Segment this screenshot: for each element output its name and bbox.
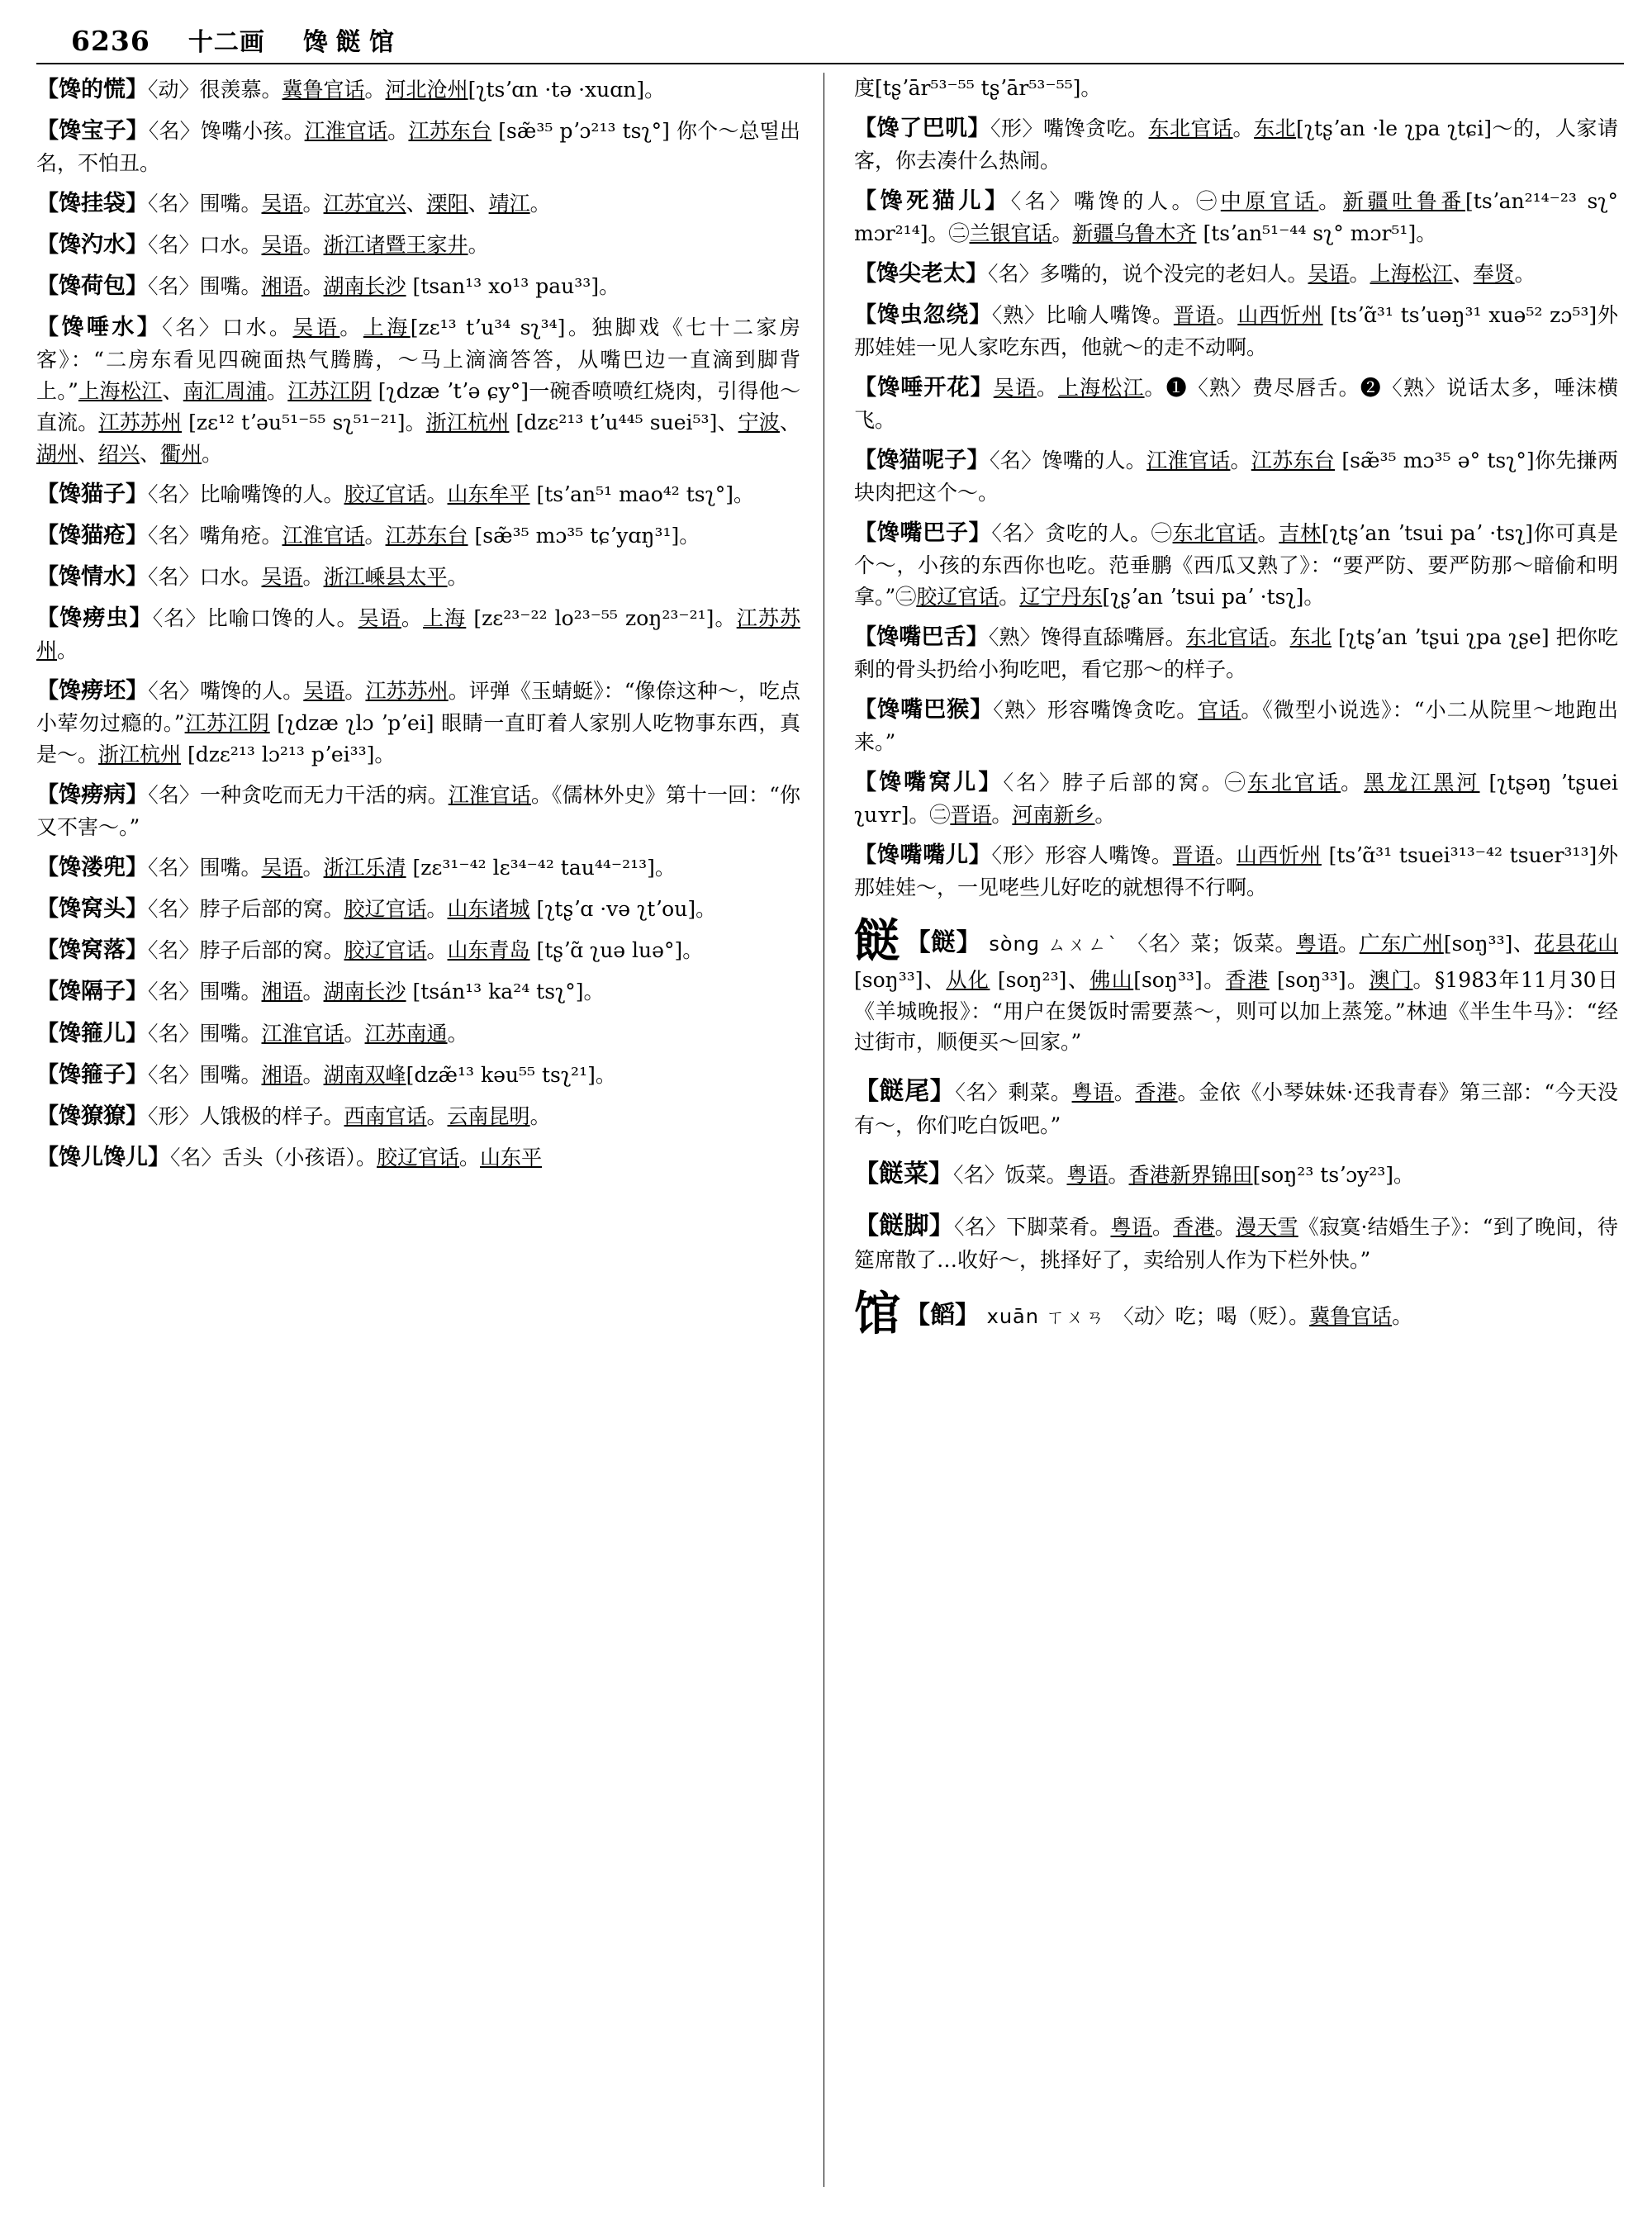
dictionary-entry: [854, 444, 1618, 509]
entry-definition: 〈熟〉形容嘴馋贪吃。官话。《微型小说选》：“小二从院里～地跑出来。”: [854, 698, 1618, 755]
head-character: 馆: [854, 1286, 900, 1341]
zhuyin-reading: ㄒㄨㄢ: [1046, 1307, 1113, 1328]
entry-definition: 吴语。上海松江。❶〈熟〉费尽唇舌。❷〈熟〉说话太多，唾沫横飞。: [854, 376, 1618, 433]
entry-headword: 【馋猫疮】: [36, 523, 148, 549]
entry-definition: 〈名〉口水。吴语。上海[zɛ¹³ tʼu³⁴ sʅ³⁴]。独脚戏《七十二家房客》：“二房东看见四碗面热气腾腾，～马上滴滴答答，从嘴巴边一直滴到脚背上。”上海松江、南汇周浦。江苏江阴 [ʅdzæ ʼtʼə ɕy°]一碗香喷喷红烧肉，引得他～直流。江苏苏州 [zɛ¹² tʼəu⁵¹⁻⁵⁵ sʅ⁵¹⁻²¹]。浙江杭州 [dzɛ²¹³ tʼu⁴⁴⁵ suei⁵³]、宁波、湖州、绍兴、衢州。: [36, 316, 800, 467]
dictionary-entry: [854, 838, 1618, 904]
stroke-count-label: 十二画: [188, 28, 265, 57]
entry-headword: 【馋嘴巴子】: [854, 520, 992, 547]
entry-definition: 〈名〉嘴角疮。江淮官话。江苏东台 [sæ̃³⁵ mɔ³⁵ tɕʼyɑŋ³¹]。: [148, 524, 700, 548]
entry-definition: 〈名〉嘴馋的人。㊀中原官话。新疆吐鲁番[tsʼan²¹⁴⁻²³ sʅ° mɔr²¹⁴]。㊁兰银官话。新疆乌鲁木齐 [tsʼan⁵¹⁻⁴⁴ sʅ° mɔr⁵¹]。: [854, 189, 1618, 246]
entry-headword: 【餸尾】: [854, 1076, 956, 1106]
dictionary-entry: [36, 892, 800, 926]
entry-headword: 【馋窝落】: [36, 937, 148, 964]
entry-headword: 【馋箍儿】: [36, 1020, 148, 1046]
entry-definition: 度[tʂʼār⁵³⁻⁵⁵ tʂʼār⁵³⁻⁵⁵]。: [854, 76, 1102, 100]
character-entry: [854, 1208, 1618, 1276]
dictionary-entry: [854, 112, 1618, 177]
entry-headword: 【馋嘴窝儿】: [854, 770, 1004, 796]
dictionary-entry: [854, 73, 1618, 104]
entry-definition: 〈名〉口水。吴语。浙江嵊县太平。: [148, 565, 468, 590]
entry-definition: 〈动〉吃；喝（贬）。冀鲁官话。: [1113, 1303, 1413, 1328]
entry-definition: 〈名〉饭菜。粤语。香港新界锦田[soŋ²³ tsʼɔy²³]。: [953, 1163, 1415, 1188]
entry-definition: 〈名〉剩菜。粤语。香港。金依《小琴妹妹·还我青春》第三部：“今天没有～，你们吃白饭吧。”: [854, 1079, 1618, 1137]
dictionary-entry: [854, 516, 1618, 613]
character-entry: [854, 1155, 1618, 1193]
dictionary-entry: [36, 674, 800, 771]
dictionary-entry: [854, 620, 1618, 686]
entry-definition: 〈名〉馋嘴小孩。江淮官话。江苏东台 [sæ̃³⁵ pʼɔ²¹³ tsʅ°] 你个～总떨出名，不怕丑。: [36, 119, 800, 176]
entry-definition: 〈熟〉馋得直舔嘴唇。东北官话。东北 [ʅtʂʼan ʼtʂui ʅpa ʅʂe] 把你吃剩的骨头扔给小狗吃吧，看它那～的样子。: [854, 625, 1618, 682]
dictionary-entry: [854, 693, 1618, 758]
entry-definition: 〈名〉下脚菜肴。粤语。香港。漫天雪《寂寞·结婚生子》：“到了晚间，待筵席散了…收好～，挑择好了，卖给别人作为下栏外快。”: [854, 1215, 1618, 1273]
entry-definition: 〈名〉一种贪吃而无力干活的病。江淮官话。《儒林外史》第十一回：“你又不害～。”: [36, 783, 800, 840]
entry-headword: 【馋隔子】: [36, 979, 148, 1005]
entry-headword: 【馋唾水】: [36, 315, 163, 341]
entry-headword: 【馋箍子】: [36, 1061, 148, 1088]
dictionary-entry: [36, 187, 800, 221]
dictionary-entry: [36, 269, 800, 303]
dictionary-entry: [36, 851, 800, 885]
entry-headword: 【馋情水】: [36, 564, 148, 591]
entry-headword: 【馋尖老太】: [854, 261, 988, 287]
dictionary-entry: [36, 228, 800, 262]
dictionary-entry: [854, 766, 1618, 831]
header-rule: [36, 63, 1624, 64]
dictionary-entry: [36, 519, 800, 553]
section-characters: 馋餸馆: [302, 28, 402, 57]
entry-definition: 〈名〉围嘴。吴语。浙江乐清 [zɛ³¹⁻⁴² lɛ³⁴⁻⁴² tau⁴⁴⁻²¹³]。: [148, 856, 676, 880]
dictionary-entry: [36, 1017, 800, 1051]
entry-headword: 【馋嘴巴舌】: [854, 624, 989, 651]
entry-definition: 〈名〉多嘴的，说个没完的老妇人。吴语。上海松江、奉贤。: [988, 262, 1536, 287]
entry-definition: 〈名〉围嘴。湘语。湖南长沙 [tsán¹³ ka²⁴ tsʅ°]。: [148, 980, 605, 1004]
page-header: [36, 21, 1624, 58]
entry-headword: 【餸脚】: [854, 1212, 954, 1241]
dictionary-entry: [36, 560, 800, 594]
entry-definition: 〈熟〉比喻人嘴馋。晋语。山西忻州 [tsʼɑ̃³¹ tsʼuəŋ³¹ xuə⁵² zɔ⁵³]外那娃娃一见人家吃东西，他就～的走不动啊。: [854, 303, 1618, 360]
dictionary-entry: [36, 601, 800, 667]
entry-headword: 【馋猫呢子】: [854, 448, 990, 474]
character-entry: [854, 914, 1619, 1058]
dictionary-entry: [854, 184, 1618, 249]
pinyin-reading: xuān: [980, 1304, 1047, 1328]
dictionary-entry: [36, 1099, 800, 1133]
entry-headword: 【馋窝头】: [36, 896, 148, 923]
entry-definition: 〈名〉脖子后部的窝。㊀东北官话。黑龙江黑河 [ʅtʂəŋ ʼtʂuei ʅuʏr]。㊁晋语。河南新乡。: [854, 771, 1618, 828]
head-character: 餸: [854, 914, 901, 970]
entry-definition: 〈名〉脖子后部的窝。胶辽官话。山东青岛 [tʂʼɑ̃ ʅuə luə°]。: [148, 938, 704, 963]
entry-definition: 〈形〉人饿极的样子。西南官话。云南昆明。: [148, 1103, 551, 1128]
entry-headword: 【馋宝子】: [36, 118, 149, 145]
entry-headword: 【饀】: [905, 1300, 980, 1330]
entry-headword: 【馋痨病】: [36, 782, 149, 809]
entry-definition: 〈名〉围嘴。湘语。湖南长沙 [tsan¹³ xo¹³ pau³³]。: [148, 274, 620, 299]
entry-headword: 【馋荷包】: [36, 273, 148, 300]
entry-headword: 【馋儿馋儿】: [36, 1144, 170, 1170]
entry-definition: 〈名〉脖子后部的窝。胶辽官话。山东诸城 [ʅtʂʼɑ ·və ʅtʼou]。: [148, 897, 717, 922]
entry-headword: 【餸菜】: [854, 1160, 953, 1189]
page-body: [36, 73, 1624, 2187]
entry-definition: 〈名〉围嘴。湘语。湖南双峰[dzæ̃¹³ kəu⁵⁵ tsʅ²¹]。: [148, 1062, 616, 1087]
pinyin-reading: sònɡ: [981, 932, 1048, 956]
dictionary-entry: [854, 298, 1618, 363]
left-column: [36, 73, 824, 2187]
zhuyin-reading: ㄙㄨㄥˋ: [1047, 935, 1127, 956]
entry-headword: 【馋猫子】: [36, 482, 148, 508]
page-number: 6236: [71, 25, 150, 57]
dictionary-entry: [36, 114, 800, 179]
entry-definition: 〈名〉比喻口馋的人。吴语。上海 [zɛ²³⁻²² lo²³⁻⁵⁵ zoŋ²³⁻²¹]。江苏苏州。: [36, 606, 800, 663]
entry-definition: 〈动〉很羡慕。冀鲁官话。河北沧州[ʅtsʼɑn ·tə ·xuɑn]。: [148, 78, 666, 102]
dictionary-entry: [36, 477, 800, 511]
right-column: [849, 73, 1618, 2187]
dictionary-entry: [854, 257, 1618, 291]
entry-definition: 〈形〉嘴馋贪吃。东北官话。东北[ʅtʂʼan ·le ʅpa ʅtɕi]～的，人家请客，你去凑什么热闹。: [854, 116, 1618, 173]
entry-headword: 【馋挂袋】: [36, 191, 148, 217]
dictionary-entry: [36, 73, 800, 107]
dictionary-entry: [36, 1058, 800, 1092]
entry-definition: 〈名〉围嘴。吴语。江苏宜兴、溧阳、靖江。: [148, 192, 551, 216]
entry-definition: 〈形〉形容人嘴馋。晋语。山西忻州 [tsʼɑ̃³¹ tsuei³¹³⁻⁴² tsuer³¹³]外那娃娃～，一见咾些儿好吃的就想得不行啊。: [854, 843, 1618, 900]
entry-headword: 【馋嘴巴猴】: [854, 697, 994, 724]
entry-definition: 〈名〉口水。吴语。浙江诸暨王家井。: [148, 233, 489, 258]
entry-definition: 〈名〉比喻嘴馋的人。胶辽官话。山东牟平 [tsʼan⁵¹ mao⁴² tsʅ°]。: [148, 482, 755, 507]
entry-definition: 〈名〉贪吃的人。㊀东北官话。吉林[ʅtʂʼan ʼtsui paʼ ·tsʅ]你可真是个～，小孩的东西你也吃。范垂鹏《西瓜又熟了》：“要严防、要严防那～暗偷和明拿。”㊁胶辽官话。辽宁丹东[ʅʂʼan ʼtsui paʼ ·tsʅ]。: [854, 521, 1618, 610]
dictionary-entry: [854, 371, 1618, 436]
dictionary-entry: [36, 933, 800, 967]
entry-headword: 【馋了巴叽】: [854, 116, 991, 141]
entry-headword: 【餸】: [905, 928, 982, 958]
entry-headword: 【馋汋水】: [36, 232, 148, 259]
entry-definition: 〈名〉围嘴。江淮官话。江苏南通。: [148, 1021, 468, 1046]
entry-definition: 〈名〉菜；饭菜。粤语。广东广州[soŋ³³]、花县花山 [soŋ³³]、从化 [soŋ²³]、佛山[soŋ³³]。香港 [soŋ³³]。澳门。§1983年11月30日《羊城晚报》：“用户在煲饭时需要蒸～，则可以加上蒸笼。”林迪《半生牛马》：“经过街市，顺便买～回家。”: [854, 932, 1619, 1055]
entry-headword: 【馋的慌】: [36, 77, 148, 102]
entry-headword: 【馋溇兜】: [36, 855, 148, 881]
dictionary-entry: [36, 778, 800, 843]
dictionary-entry: [36, 975, 800, 1008]
entry-headword: 【馋唾开花】: [854, 375, 994, 401]
character-entry: [854, 1286, 1618, 1341]
entry-definition: 〈名〉嘴馋的人。吴语。江苏苏州。评弹《玉蜻蜓》：“像倷这种～，吃点小荤勿过瘾的。”江苏江阴 [ʅdzæ ʅlɔ ʼpʼei] 眼睛一直盯着人家别人吃物事东西，真是～。浙江杭州 [dzɛ²¹³ lɔ²¹³ pʼei³³]。: [36, 679, 800, 767]
entry-headword: 【馋痨坯】: [36, 678, 149, 705]
entry-definition: 〈名〉馋嘴的人。江淮官话。江苏东台 [sæ̃³⁵ mɔ³⁵ ə° tsʅ°]你先搛两块肉把这个～。: [854, 448, 1618, 505]
entry-headword: 【馋嘴嘴儿】: [854, 842, 992, 869]
character-entry: [854, 1073, 1618, 1141]
entry-definition: 〈名〉舌头（小孩语）。胶辽官话。山东平: [170, 1145, 543, 1170]
entry-headword: 【馋死猫儿】: [854, 188, 1011, 215]
entry-headword: 【馋獠獠】: [36, 1103, 148, 1129]
dictionary-entry: [36, 311, 800, 470]
entry-headword: 【馋痨虫】: [36, 605, 153, 632]
entry-headword: 【馋虫忽绕】: [854, 302, 992, 329]
dictionary-entry: [36, 1141, 800, 1174]
